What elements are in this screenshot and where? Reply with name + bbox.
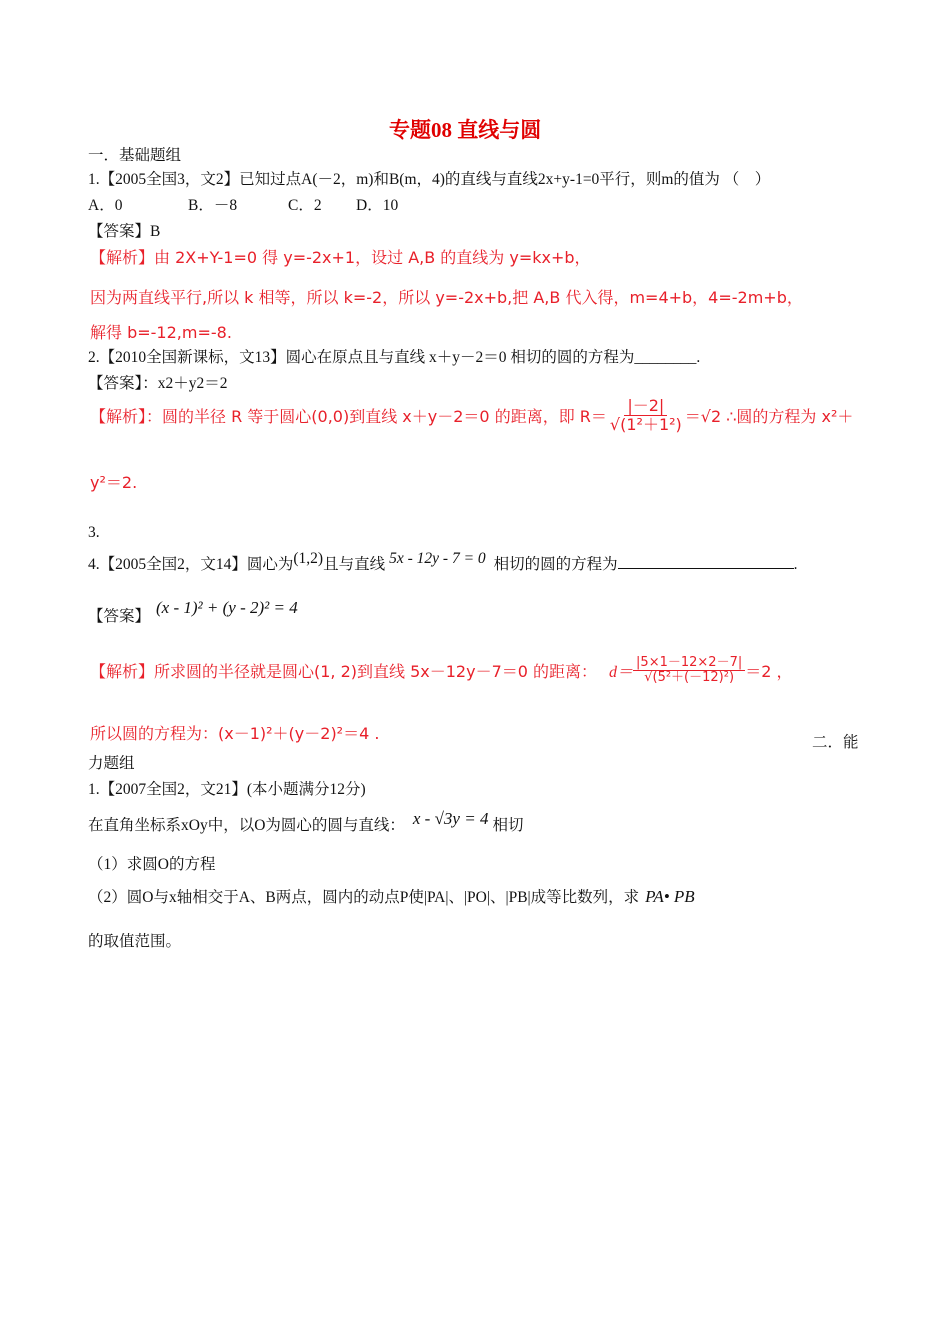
q4-stem-mid: 且与直线 <box>323 556 386 573</box>
page-title: 专题08 直线与圆 <box>389 118 542 142</box>
q4-answer-blank <box>618 554 794 569</box>
q3-label: 3. <box>88 524 100 541</box>
q1-stem: 1.【2005全国3，文2】已知过点A(－2，m)和B(m，4)的直线与直线2x+y-1=0平行，则m的值为 （ ） <box>88 171 771 188</box>
q4-analysis-prefix: 【解析】所求圆的半径就是圆心(1, 2)到直线 5x－12y－7＝0 的距离： <box>90 662 598 682</box>
q4-stem-end: . <box>793 556 798 573</box>
q1-option-a: A．0 <box>88 197 123 214</box>
p1-line2-prefix: 在直角坐标系xOy中，以O为圆心的圆与直线： <box>88 817 405 834</box>
q4-fraction-denominator: √(5²＋(－12)²) <box>644 670 735 686</box>
q4-analysis-line2: 所以圆的方程为：(x－1)²＋(y－2)²＝4 . <box>90 724 380 743</box>
q2-analysis-prefix: 【解析】：圆的半径 R 等于圆心(0,0)到直线 x＋y－2＝0 的距离，即 R＝ <box>90 406 607 426</box>
section-heading-ability-part2: 力题组 <box>88 755 135 772</box>
section-heading-ability-part1: 二．能 <box>812 734 859 751</box>
p1-part2-text: （2）圆O与x轴相交于A、B两点，圆内的动点P使|PA|、|PO|、|PB|成等比数列，求 <box>88 889 640 906</box>
q1-answer: 【答案】B <box>88 223 161 240</box>
q4-line-equation: 5x - 12y - 7 = 0 <box>389 550 486 567</box>
q1-option-b: B．－8 <box>188 197 238 214</box>
q2-distance-fraction <box>607 397 685 433</box>
q4-fraction-numerator: |5×1－12×2－7| <box>633 656 745 671</box>
q2-analysis-line1 <box>90 397 853 433</box>
q4-stem <box>88 552 798 574</box>
p1-line-equation: x - √3y = 4 <box>412 809 489 828</box>
q2-fraction-numerator: |－2| <box>624 397 667 416</box>
q1-option-c: C．2 <box>288 197 322 214</box>
q2-fraction-denominator: √(1²＋1²) <box>609 414 682 434</box>
q4-distance-label: d＝ <box>609 664 634 682</box>
q4-center-point: (1,2) <box>293 550 324 567</box>
q1-analysis-line3: 解得 b=-12,m=-8. <box>90 323 232 342</box>
q4-distance-fraction <box>633 656 745 686</box>
section-heading-basic: 一．基础题组 <box>88 147 182 164</box>
q4-distance-result: ＝2 ， <box>745 662 793 682</box>
p1-line2-suffix: 相切 <box>492 817 524 834</box>
q1-analysis-line2: 因为两直线平行,所以 k 相等，所以 k=-2，所以 y=-2x+b,把 A,B 代入得，m=4+b，4=-2m+b， <box>90 288 803 307</box>
q2-analysis-mid: ＝√2 ∴圆的方程为 x²＋ <box>684 406 854 426</box>
q1-option-d: D．10 <box>356 197 399 214</box>
q4-analysis-line1 <box>90 656 793 686</box>
p1-stem: 1.【2007全国2，文21】(本小题满分12分) <box>88 781 366 798</box>
q4-answer-equation: (x - 1)² + (y - 2)² = 4 <box>156 598 298 617</box>
q4-stem-suffix: 相切的圆的方程为 <box>493 556 618 573</box>
q4-answer <box>88 598 298 626</box>
q4-stem-prefix: 4.【2005全国2，文14】圆心为 <box>88 556 294 573</box>
q1-analysis-line1: 【解析】由 2X+Y-1=0 得 y=-2x+1，设过 A,B 的直线为 y=kx+b， <box>90 248 591 267</box>
q4-answer-label: 【答案】 <box>88 608 151 625</box>
q2-stem: 2.【2010全国新课标，文13】圆心在原点且与直线 x＋y－2＝0 相切的圆的方程为________. <box>88 349 701 366</box>
p1-line2 <box>88 809 524 835</box>
q2-answer: 【答案】：x2＋y2＝2 <box>88 375 228 392</box>
p1-part2-end: 的取值范围。 <box>88 933 182 950</box>
p1-part2-expression: PA• PB <box>645 887 695 906</box>
p1-part2 <box>88 885 695 907</box>
q2-analysis-line2: y²＝2. <box>90 473 138 492</box>
p1-part1: （1）求圆O的方程 <box>88 856 216 873</box>
